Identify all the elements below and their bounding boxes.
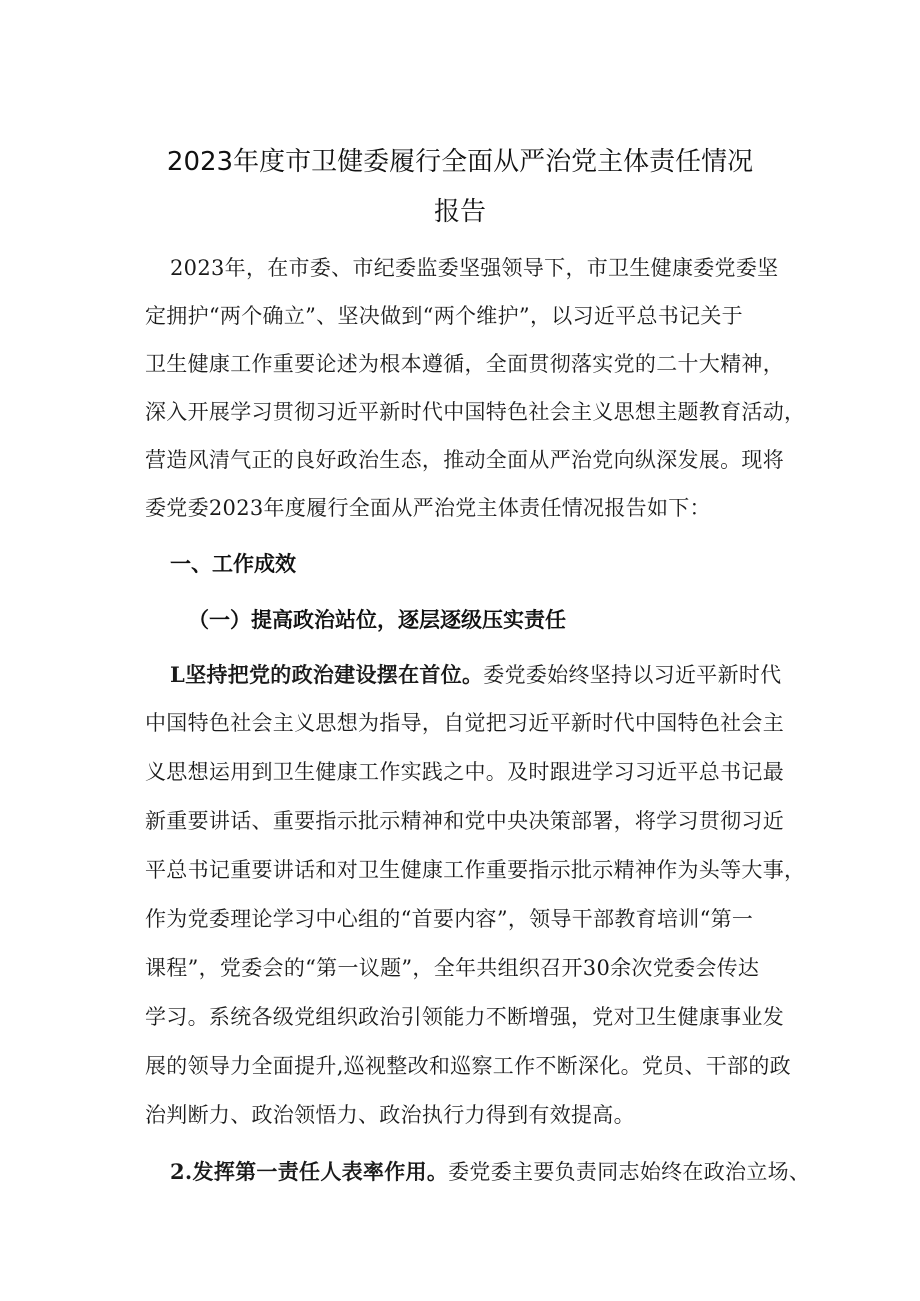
item1-line-4: 新重要讲话、重要指示批示精神和党中央决策部署，将学习贯彻习近 <box>145 809 784 833</box>
intro-line-1: 2023年，在市委、市纪委监委坚强领导下，市卫生健康委党委坚 <box>170 256 779 280</box>
item1-first-line <box>170 659 810 689</box>
item1-line-6: 作为党委理论学习中心组的“首要内容”，领导干部教育培训“第一 <box>145 907 754 931</box>
intro-line-5: 营造风清气正的良好政治生态，推动全面从严治党向纵深发展。现将 <box>145 448 784 472</box>
item1-line-8: 学习。系统各级党组织政治引领能力不断增强，党对卫生健康事业发 <box>145 1005 784 1029</box>
item1-lead: L坚持把党的政治建设摆在首位。 <box>170 662 484 687</box>
item1-line-3: 义思想运用到卫生健康工作实践之中。及时跟进学习习近平总书记最 <box>145 760 784 784</box>
document-title-line2: 报告 <box>433 197 486 227</box>
intro-line-2: 定拥护“两个确立”、坚决做到“两个维护”，以习近平总书记关于 <box>145 304 743 328</box>
item1-line-7: 课程”，党委会的“第一议题”，全年共组织召开30余次党委会传达 <box>145 956 760 980</box>
item1-line-9: 展的领导力全面提升,巡视整改和巡察工作不断深化。党员、干部的政 <box>145 1054 791 1078</box>
section-heading-1: 一、工作成效 <box>170 551 296 576</box>
intro-line-3: 卫生健康工作重要论述为根本遵循，全面贯彻落实党的二十大精神， <box>145 352 784 376</box>
item1-line-5: 平总书记重要讲话和对卫生健康工作重要指示批示精神作为头等大事， <box>145 858 806 882</box>
item2-first-line-rest: 委党委主要负责同志始终在政治立场、 <box>448 1160 811 1184</box>
document-title-line1: 2023年度市卫健委履行全面从严治党主体责任情况 <box>166 147 754 177</box>
item2-lead: 2.发挥第一责任人表率作用。 <box>170 1159 449 1184</box>
item1-first-line-rest: 委党委始终坚持以习近平新时代 <box>483 663 782 687</box>
subsection-heading-1: （一）提高政治站位，逐层逐级压实责任 <box>188 607 566 632</box>
intro-line-4: 深入开展学习贯彻习近平新时代中国特色社会主义思想主题教育活动， <box>145 400 806 424</box>
item1-line-2: 中国特色社会主义思想为指导，自觉把习近平新时代中国特色社会主 <box>145 711 784 735</box>
item1-line-10: 治判断力、政治领悟力、政治执行力得到有效提高。 <box>145 1103 635 1127</box>
intro-line-6: 委党委2023年度履行全面从严治党主体责任情况报告如下： <box>145 496 711 520</box>
item2-first-line <box>170 1156 810 1186</box>
